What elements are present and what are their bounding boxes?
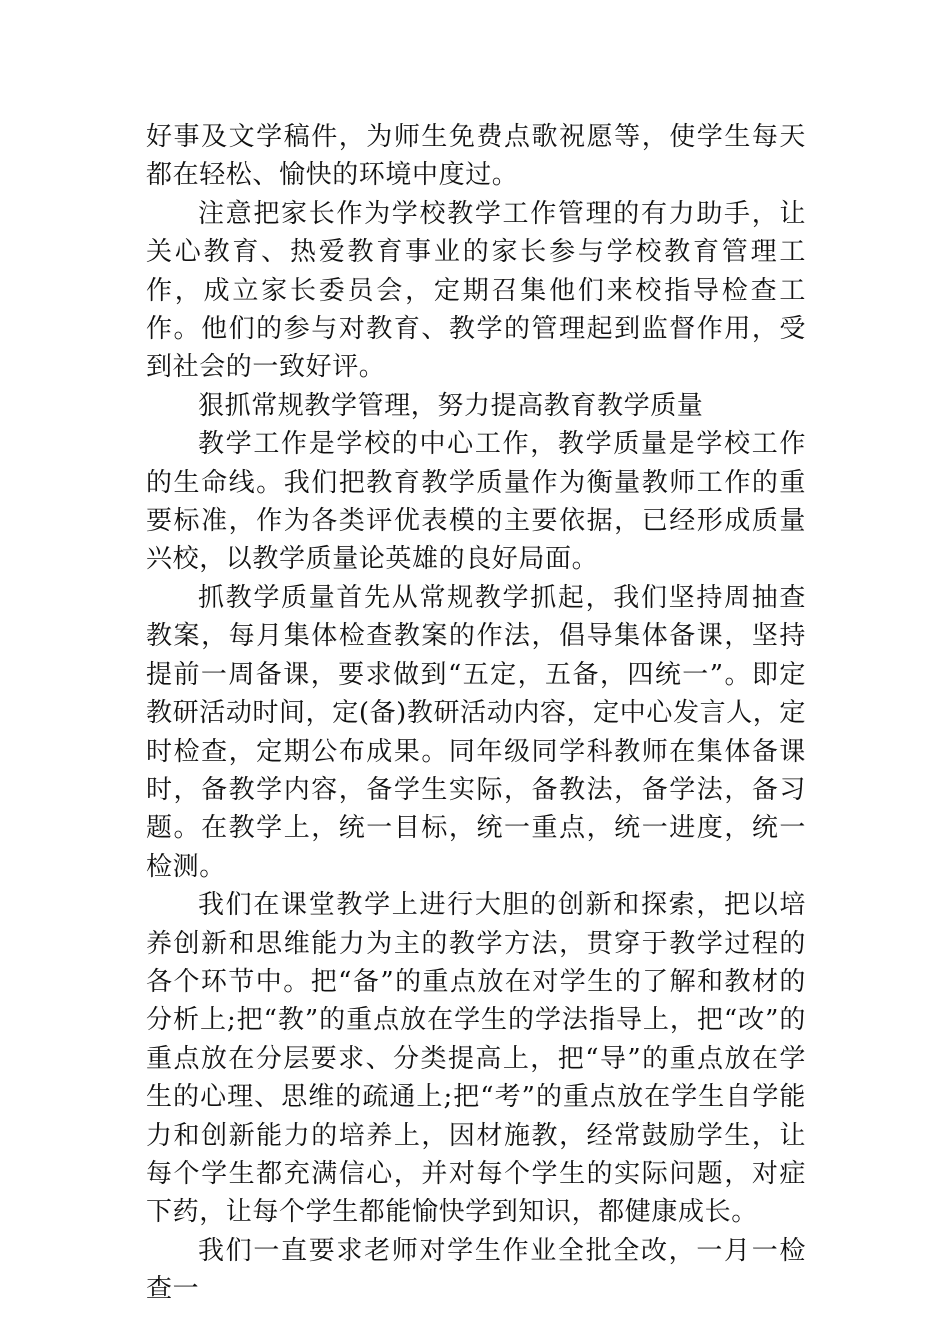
document-body [146,118,806,1309]
paragraph-3: 教学工作是学校的中心工作，教学质量是学校工作的生命线。我们把教育教学质量作为衡量教师工作的重要标准，作为各类评优表模的主要依据，已经形成质量兴校，以教学质量论英雄的良好局面。 [146,429,806,575]
section-heading: 狠抓常规教学管理，努力提高教育教学质量 [198,390,704,421]
paragraph-5: 我们在课堂教学上进行大胆的创新和探索，把以培养创新和思维能力为主的教学方法，贯穿于教学过程的各个环节中。把“备”的重点放在对学生的了解和教材的分析上;把“教”的重点放在学生的学法指导上，把“改”的重点放在分层要求、分类提高上，把“导”的重点放在学生的心理、思维的疏通上;把“考”的重点放在学生自学能力和创新能力的培养上，因材施教，经常鼓励学生，让每个学生都充满信心，并对每个学生的实际问题，对症下药，让每个学生都能愉快学到知识，都健康成长。 [146,890,806,1228]
paragraph-1: 好事及文学稿件，为师生免费点歌祝愿等，使学生每天都在轻松、愉快的环境中度过。 [146,122,806,191]
paragraph-2: 注意把家长作为学校教学工作管理的有力助手，让关心教育、热爱教育事业的家长参与学校教育管理工作，成立家长委员会，定期召集他们来校指导检查工作。他们的参与对教育、教学的管理起到监督作用，受到社会的一致好评。 [146,198,806,383]
paragraph-4: 抓教学质量首先从常规教学抓起，我们坚持周抽查教案，每月集体检查教案的作法，倡导集体备课，坚持提前一周备课，要求做到“五定，五备，四统一”。即定教研活动时间，定(备)教研活动内容，定中心发言人，定时检查，定期公布成果。同年级同学科教师在集体备课时，备教学内容，备学生实际，备教法，备学法，备习题。在教学上，统一目标，统一重点，统一进度，统一检测。 [146,582,806,882]
paragraph-6: 我们一直要求老师对学生作业全批全改，一月一检查一 [146,1235,806,1305]
